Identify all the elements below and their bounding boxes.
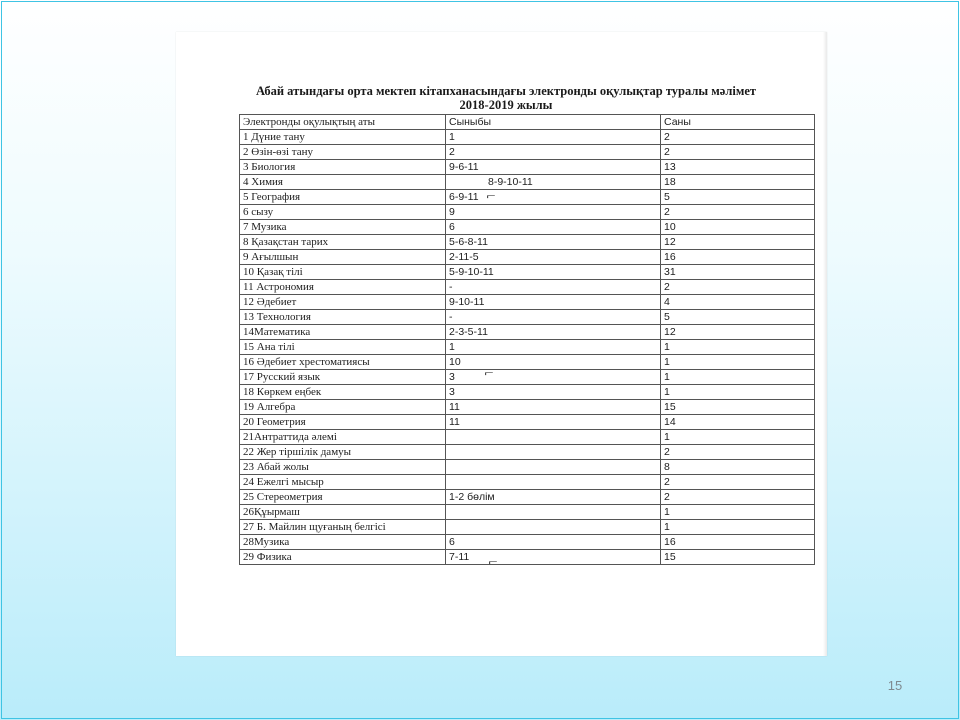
table-row <box>240 310 815 325</box>
cell-count: 2 <box>661 145 815 160</box>
cell-count: 13 <box>661 160 815 175</box>
cell-name: 21Антраттида әлемі <box>240 430 446 445</box>
page-number: 15 <box>887 678 903 693</box>
cell-grade: 6-9-11 <box>446 190 661 205</box>
cell-name: 1 Дүние тану <box>240 130 446 145</box>
cell-count: 5 <box>661 310 815 325</box>
cell-name: 8 Қазақстан тарих <box>240 235 446 250</box>
cell-count: 18 <box>661 175 815 190</box>
table-row <box>240 280 815 295</box>
textbook-table <box>239 114 815 565</box>
cell-grade: 9-6-11 <box>446 160 661 175</box>
cell-count: 1 <box>661 385 815 400</box>
cell-name: 10 Қазақ тілі <box>240 265 446 280</box>
header-count: Саны <box>661 115 815 130</box>
scan-mark: ⌐ <box>488 557 498 568</box>
cell-name: 29 Физика <box>240 550 446 565</box>
table-row <box>240 505 815 520</box>
cell-name: 9 Ағылшын <box>240 250 446 265</box>
cell-grade: 2 <box>446 145 661 160</box>
cell-name: 25 Стереометрия <box>240 490 446 505</box>
table-row <box>240 205 815 220</box>
cell-name: 17 Русский язык <box>240 370 446 385</box>
table-row <box>240 445 815 460</box>
cell-grade: 2-11-5 <box>446 250 661 265</box>
cell-grade: 7-11 <box>446 550 661 565</box>
table-row <box>240 340 815 355</box>
cell-grade: 1-2 бөлім <box>446 490 661 505</box>
header-grade: Сыныбы <box>446 115 661 130</box>
scan-mark: ⌐ <box>484 368 494 379</box>
table-row <box>240 370 815 385</box>
cell-count: 1 <box>661 340 815 355</box>
cell-name: 27 Б. Майлин щуғаның белгісі <box>240 520 446 535</box>
cell-grade: 5-6-8-11 <box>446 235 661 250</box>
cell-grade: 9-10-11 <box>446 295 661 310</box>
cell-name: 28Музика <box>240 535 446 550</box>
cell-grade: 3 <box>446 385 661 400</box>
header-name: Электронды оқулықтың аты <box>240 115 446 130</box>
cell-grade: 1 <box>446 130 661 145</box>
cell-grade <box>446 430 661 445</box>
cell-name: 7 Музика <box>240 220 446 235</box>
table-row <box>240 355 815 370</box>
table-header-row <box>240 115 815 130</box>
cell-grade <box>446 520 661 535</box>
table-row <box>240 175 815 190</box>
table-row <box>240 130 815 145</box>
cell-name: 15 Ана тілі <box>240 340 446 355</box>
cell-name: 12 Әдебиет <box>240 295 446 310</box>
cell-name: 14Математика <box>240 325 446 340</box>
cell-name: 19 Алгебра <box>240 400 446 415</box>
cell-grade: 1 <box>446 340 661 355</box>
table-row <box>240 325 815 340</box>
cell-name: 24 Ежелгі мысыр <box>240 475 446 490</box>
cell-count: 5 <box>661 190 815 205</box>
cell-count: 16 <box>661 535 815 550</box>
cell-grade: 5-9-10-11 <box>446 265 661 280</box>
table-row <box>240 430 815 445</box>
scanned-document <box>176 32 827 656</box>
scan-edge-shadow <box>823 32 827 656</box>
cell-grade: - <box>446 310 661 325</box>
cell-grade: 6 <box>446 535 661 550</box>
cell-count: 1 <box>661 370 815 385</box>
cell-grade: 11 <box>446 400 661 415</box>
cell-count: 8 <box>661 460 815 475</box>
table-row <box>240 250 815 265</box>
cell-count: 2 <box>661 445 815 460</box>
cell-grade: 8-9-10-11 <box>446 175 661 190</box>
cell-grade <box>446 445 661 460</box>
cell-grade: 11 <box>446 415 661 430</box>
cell-grade: 10 <box>446 355 661 370</box>
cell-name: 3 Биология <box>240 160 446 175</box>
cell-grade: 3 <box>446 370 661 385</box>
document-title: Абай атындағы орта мектеп кітапханасындағы электронды оқулықтар туралы мәлімет <box>255 84 757 98</box>
cell-count: 15 <box>661 400 815 415</box>
scan-mark: ⌐ <box>486 191 496 202</box>
cell-count: 16 <box>661 250 815 265</box>
table-row <box>240 400 815 415</box>
cell-count: 2 <box>661 130 815 145</box>
cell-grade <box>446 460 661 475</box>
cell-grade: 6 <box>446 220 661 235</box>
table-row <box>240 220 815 235</box>
cell-name: 23 Абай жолы <box>240 460 446 475</box>
cell-count: 31 <box>661 265 815 280</box>
cell-name: 11 Астрономия <box>240 280 446 295</box>
table-row <box>240 460 815 475</box>
table-row <box>240 490 815 505</box>
cell-name: 26Құырмаш <box>240 505 446 520</box>
cell-count: 1 <box>661 505 815 520</box>
table-row <box>240 145 815 160</box>
cell-name: 18 Көркем еңбек <box>240 385 446 400</box>
cell-name: 20 Геометрия <box>240 415 446 430</box>
cell-grade <box>446 475 661 490</box>
cell-name: 13 Технология <box>240 310 446 325</box>
cell-count: 2 <box>661 205 815 220</box>
table-row <box>240 550 815 565</box>
cell-name: 5 География <box>240 190 446 205</box>
cell-name: 6 сызу <box>240 205 446 220</box>
table-row <box>240 190 815 205</box>
cell-count: 2 <box>661 475 815 490</box>
table-row <box>240 535 815 550</box>
cell-name: 16 Әдебиет хрестоматиясы <box>240 355 446 370</box>
cell-grade: 2-3-5-11 <box>446 325 661 340</box>
table-row <box>240 265 815 280</box>
table-row <box>240 520 815 535</box>
cell-count: 4 <box>661 295 815 310</box>
table-row <box>240 385 815 400</box>
cell-count: 12 <box>661 325 815 340</box>
cell-count: 1 <box>661 520 815 535</box>
table-row <box>240 295 815 310</box>
cell-count: 1 <box>661 430 815 445</box>
cell-count: 2 <box>661 280 815 295</box>
cell-grade: 9 <box>446 205 661 220</box>
cell-name: 2 Өзін-өзі тану <box>240 145 446 160</box>
table-row <box>240 475 815 490</box>
table-row <box>240 415 815 430</box>
cell-name: 22 Жер тіршілік дамуы <box>240 445 446 460</box>
cell-count: 2 <box>661 490 815 505</box>
cell-grade: - <box>446 280 661 295</box>
cell-name: 4 Химия <box>240 175 446 190</box>
cell-grade <box>446 505 661 520</box>
cell-count: 14 <box>661 415 815 430</box>
cell-count: 15 <box>661 550 815 565</box>
table-row <box>240 235 815 250</box>
cell-count: 1 <box>661 355 815 370</box>
document-subtitle: 2018-2019 жылы <box>459 98 553 112</box>
cell-count: 12 <box>661 235 815 250</box>
table-row <box>240 160 815 175</box>
cell-count: 10 <box>661 220 815 235</box>
